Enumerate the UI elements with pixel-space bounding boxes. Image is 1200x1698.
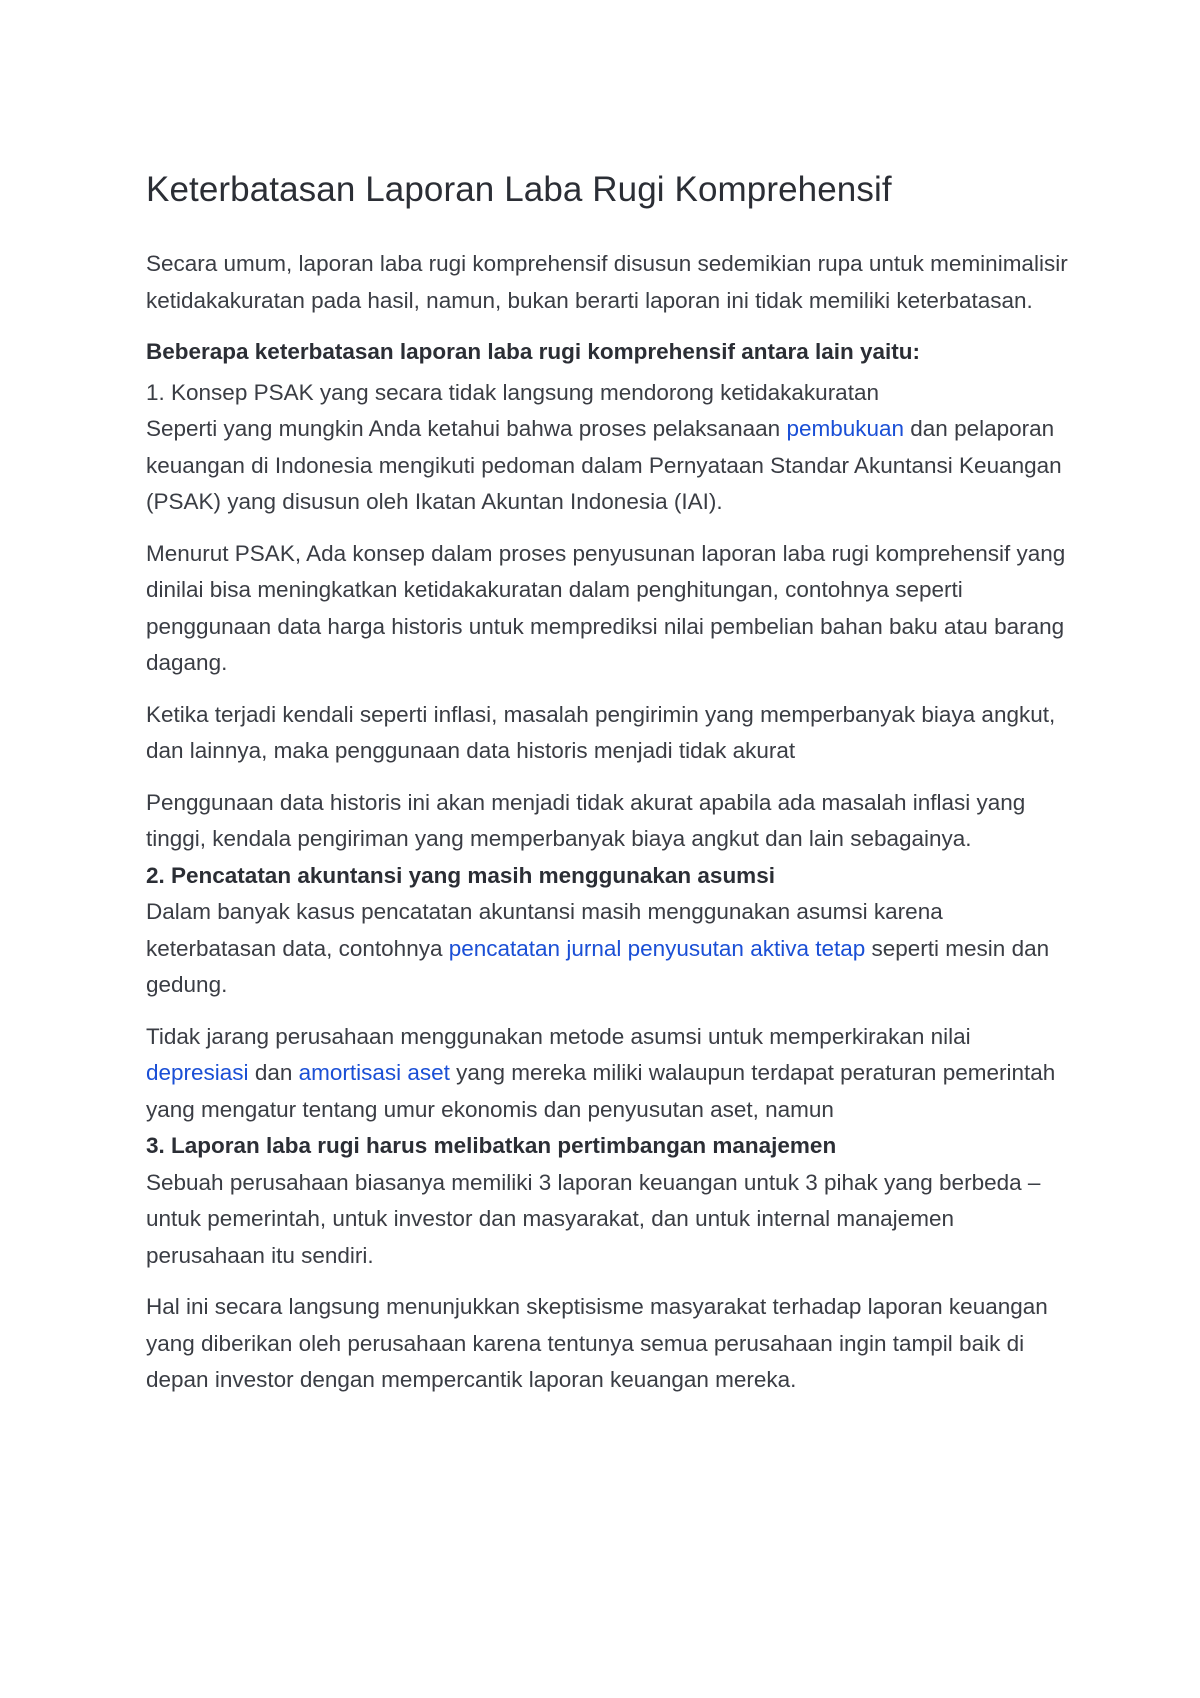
item1-paragraph-3: Ketika terjadi kendali seperti inflasi, masalah pengirimin yang memperbanyak biaya angkut, dan lainnya, maka penggunaan data historis menjadi tidak akurat (146, 701, 1056, 763)
item2-heading: 2. Pencatatan akuntansi yang masih menggunakan asumsi (146, 862, 775, 888)
item1-heading: 1. Konsep PSAK yang secara tidak langsung mendorong ketidakakuratan (146, 379, 879, 405)
item3-paragraph-1: Sebuah perusahaan biasanya memiliki 3 laporan keuangan untuk 3 pihak yang berbeda – untuk pemerintah, untuk investor dan masyarakat, dan untuk internal manajemen perusahaan itu sendiri. (146, 1169, 1041, 1268)
item2-p1-text-before: Dalam banyak kasus pencatatan akuntansi masih menggunakan asumsi karena keterbatasan data, contohnya (146, 899, 943, 961)
item2-p2-text-mid: dan (248, 1060, 299, 1085)
depresiasi-link[interactable]: depresiasi (146, 1060, 249, 1085)
item2-p2-text-before: Tidak jarang perusahaan menggunakan metode asumsi untuk memperkirakan nilai (146, 1023, 971, 1049)
item1-p1-text-before: Seperti yang mungkin Anda ketahui bahwa proses pelaksanaan (146, 416, 787, 441)
item1-p1-text-after: dan pelaporan keuangan di Indonesia mengikuti pedoman dalam Pernyataan Standar Akuntansi Keuangan (PSAK) yang disusun oleh Ikatan Akuntan Indonesia (IAI). (146, 416, 1062, 514)
page-title: Keterbatasan Laporan Laba Rugi Komprehensif (146, 170, 892, 209)
item1-paragraph-2: Menurut PSAK, Ada konsep dalam proses penyusunan laporan laba rugi komprehensif yang dinilai bisa meningkatkan ketidakakuratan dalam penghitungan, contohnya seperti penggunaan data harga historis untuk memprediksi nilai pembelian bahan baku atau barang dagang. (146, 540, 1066, 675)
item3-heading: 3. Laporan laba rugi harus melibatkan pertimbangan manajemen (146, 1133, 837, 1158)
lead-heading: Beberapa keterbatasan laporan laba rugi komprehensif antara lain yaitu: (146, 339, 920, 364)
pembukuan-link[interactable]: pembukuan (786, 416, 905, 441)
item2-p1-text-after: seperti mesin dan gedung. (146, 935, 1050, 997)
item3-paragraph-2: Hal ini secara langsung menunjukkan skeptisisme masyarakat terhadap laporan keuangan yang diberikan oleh perusahaan karena tentunya semua perusahaan ingin tampil baik di depan investor dengan mempercantik laporan keuangan mereka. (146, 1294, 1048, 1392)
item2-paragraph-2 (146, 1019, 1076, 1129)
item1-paragraph-4: Penggunaan data historis ini akan menjadi tidak akurat apabila ada masalah inflasi yang tinggi, kendala pengiriman yang memperbanyak biaya angkut dan lain sebagainya. (146, 789, 1026, 851)
item2-p2-text-after: yang mereka miliki walaupun terdapat peraturan pemerintah yang mengatur tentang umur ekonomis dan penyusutan aset, namun (146, 1060, 1056, 1122)
item2-paragraph-1 (146, 894, 1076, 1004)
amortisasi-aset-link[interactable]: amortisasi aset (298, 1060, 450, 1085)
jurnal-penyusutan-link[interactable]: pencatatan jurnal penyusutan aktiva tetap (448, 935, 866, 961)
document-page (146, 168, 1076, 1414)
intro-paragraph: Secara umum, laporan laba rugi komprehensif disusun sedemikian rupa untuk meminimalisir ketidakakuratan pada hasil, namun, bukan berarti laporan ini tidak memiliki keterbatasan. (146, 251, 1068, 313)
item1-paragraph-1 (146, 411, 1076, 521)
